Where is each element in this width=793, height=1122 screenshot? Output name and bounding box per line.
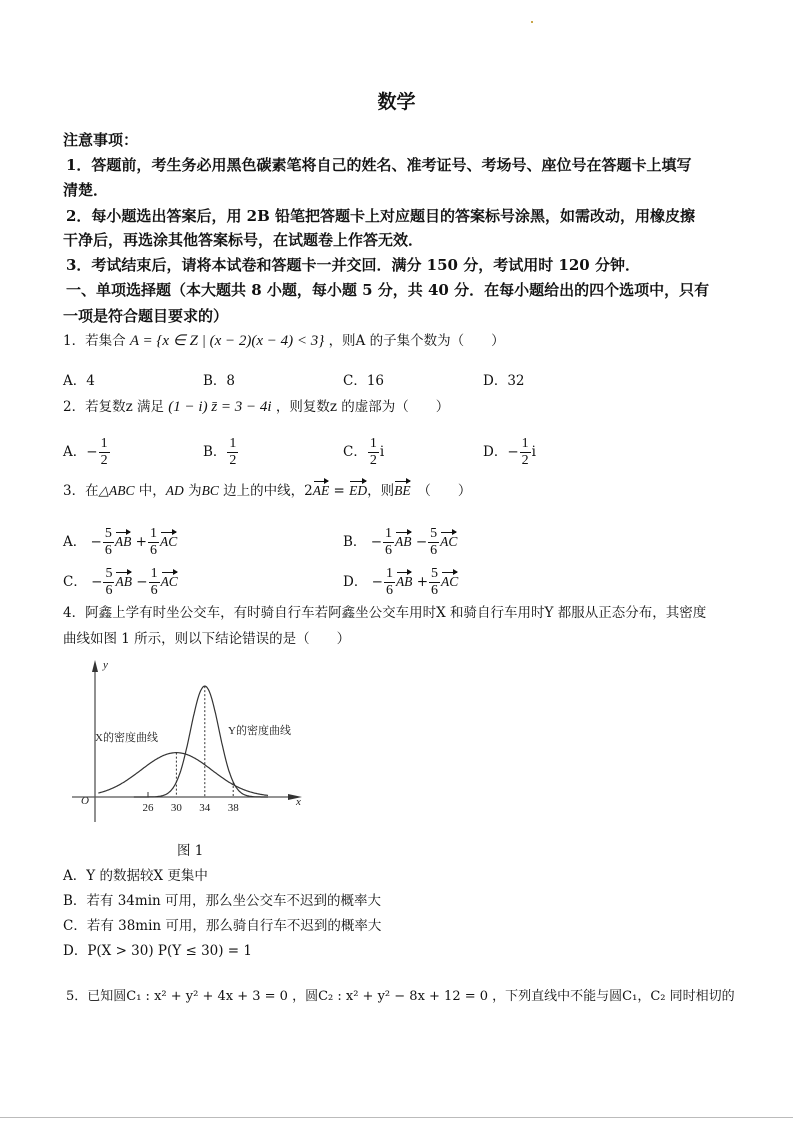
q4-option-a[interactable]: A．Y 的数据较X 更集中 (63, 868, 208, 884)
denominator: 6 (150, 583, 158, 599)
denominator: 2 (229, 453, 237, 469)
notice-item-2: 2．每小题选出答案后，用 2B 铅笔把答题卡上对应题目的答案标号涂黑，如需改动，用橡皮擦 (66, 207, 696, 225)
notice-item-3: 3．考试结束后，请将本试卷和答题卡一并交回．满分 150 分，考试用时 120 分钟． (66, 256, 640, 274)
imaginary-unit: i (379, 444, 385, 461)
numerator: 5 (429, 566, 440, 583)
minus-sign: − (507, 444, 519, 461)
sign: − (371, 574, 383, 591)
vector-ac: AC (159, 534, 178, 550)
x-tick-label: 30 (170, 802, 182, 814)
x-tick-label: 34 (199, 802, 211, 814)
vector-ac: AC (160, 574, 178, 590)
q4-option-d[interactable]: D．P(X > 30) P(Y ≤ 30) = 1 (63, 943, 252, 959)
option-label: A． (63, 534, 87, 551)
y-curve-label: Y的密度曲线 (228, 725, 291, 737)
q1-option-d[interactable]: D．32 (483, 373, 525, 389)
x-curve-label: X的密度曲线 (95, 732, 158, 744)
imaginary-unit: i (531, 444, 536, 461)
page-bottom-rule (0, 1117, 793, 1118)
question-5: 5．已知圆C₁ : x² + y² + 4x + 3 = 0 ，圆C₂ : x² + y² − 8x + 12 = 0 ，下列直线中不能与圆C₁，C₂ 同时相切的 (66, 989, 735, 1004)
q1-option-c[interactable]: C．16 (343, 373, 385, 389)
q2-stem-end: ，则复数z 的虚部为（ ） (275, 399, 450, 415)
denominator: 2 (521, 453, 529, 469)
vector-ac: AC (440, 534, 458, 550)
notice-item-1: 1．答题前，考生务必用黑色碳素笔将自己的姓名、准考证号、考场号、座位号在答题卡上填写 (66, 156, 692, 174)
denominator: 6 (104, 543, 112, 559)
x-axis-label: x (296, 796, 301, 808)
y-axis-arrow (92, 660, 98, 672)
q1-stem: 1．若集合 (63, 333, 126, 349)
numerator: 1 (99, 436, 110, 453)
vector-ab: AB (395, 534, 412, 550)
sign: − (136, 574, 148, 591)
q2-stem: 2．若复数z 满足 (63, 399, 164, 415)
section-heading: 一、单项选择题（本大题共 8 小题，每小题 5 分，共 40 分．在每小题给出的四个选项中，只有 (66, 281, 710, 299)
vector-ab: AB (115, 574, 132, 590)
section-heading-cont: 一项是符合题目要求的） (63, 307, 229, 325)
denominator: 6 (431, 583, 439, 599)
vector-ab: AB (395, 574, 413, 590)
numerator: 5 (428, 526, 439, 543)
numerator: 5 (103, 566, 114, 583)
notice-item-1-cont: 清楚． (63, 181, 109, 199)
option-label: D． (343, 574, 368, 591)
q3-vector-be: BE (394, 483, 411, 498)
numerator: 1 (148, 526, 159, 543)
q1-formula: A = {x ∈ Z | (x − 2)(x − 4) < 3} (129, 333, 325, 349)
q3-text: 为 (183, 483, 202, 499)
question-4-cont: 曲线如图 1 所示，则以下结论错误的是（ ） (63, 631, 351, 647)
q3-text: 边上的中线， (218, 483, 305, 499)
q3-text: ，则 (367, 483, 395, 499)
minus-sign: − (86, 444, 98, 461)
q4-option-b[interactable]: B．若有 34min 可用，那么坐公交车不迟到的概率大 (63, 893, 381, 909)
sign: − (91, 574, 103, 591)
numerator: 1 (383, 526, 394, 543)
q3-vector-ae: AE (312, 483, 330, 498)
q3-bc: BC (201, 483, 219, 498)
q2-formula: (1 − i) z̄ = 3 − 4i (168, 399, 272, 415)
denominator: 6 (149, 543, 157, 559)
x-tick-label: 26 (142, 802, 154, 814)
notice-item-2-cont: 干净后，再选涂其他答案标号，在试题卷上作答无效． (63, 231, 424, 249)
sign: − (370, 534, 383, 551)
q3-coef: 2 (304, 483, 313, 499)
denominator: 2 (100, 453, 108, 469)
q3-stem-end: （ ） (410, 483, 472, 499)
figure-caption: 图 1 (177, 843, 204, 859)
x-tick-label: 38 (227, 802, 239, 814)
q1-option-a[interactable]: A．4 (63, 373, 95, 389)
numerator: 1 (149, 566, 160, 583)
denominator: 6 (385, 543, 393, 559)
q3-stem: 3．在 (63, 483, 99, 499)
question-4: 4．阿鑫上学有时坐公交车，有时骑自行车若阿鑫坐公交车用时X 和骑自行车用时Y 都服从正态分布，其密度 (63, 605, 707, 621)
q4-option-c[interactable]: C．若有 38min 可用，那么骑自行车不迟到的概率大 (63, 918, 382, 934)
q3-vector-ed: ED (349, 483, 368, 498)
option-label: B． (343, 534, 367, 551)
denominator: 6 (105, 583, 113, 599)
sign: − (90, 534, 102, 551)
numerator: 5 (103, 526, 114, 543)
sign: + (416, 574, 429, 591)
numerator: 1 (520, 436, 531, 453)
q3-text: 中， (134, 483, 166, 499)
option-label: C． (63, 574, 87, 591)
numerator: 1 (384, 566, 395, 583)
notice-heading: 注意事项： (63, 131, 139, 149)
density-curve-x (98, 753, 268, 796)
option-label: C． (343, 444, 367, 461)
denominator: 6 (385, 583, 393, 599)
option-label: D． (483, 444, 508, 461)
q3-triangle: △ABC (98, 483, 135, 498)
sign: + (135, 534, 147, 551)
vector-ab: AB (114, 534, 132, 550)
q3-eq: = (329, 483, 350, 499)
q1-option-b[interactable]: B．8 (203, 373, 236, 389)
denominator: 2 (369, 453, 377, 469)
vector-ac: AC (441, 574, 459, 590)
denominator: 6 (430, 543, 438, 559)
numerator: 1 (368, 436, 379, 453)
page-title: 数学 (377, 91, 416, 113)
q1-stem-end: ，则A 的子集个数为（ ） (328, 333, 505, 349)
q3-ad: AD (165, 483, 184, 498)
option-label: B． (203, 444, 227, 461)
numerator: 1 (227, 436, 238, 453)
y-axis-label: y (103, 659, 108, 671)
option-label: A． (63, 444, 87, 461)
origin-label: O (81, 795, 89, 807)
sign: − (415, 534, 428, 551)
